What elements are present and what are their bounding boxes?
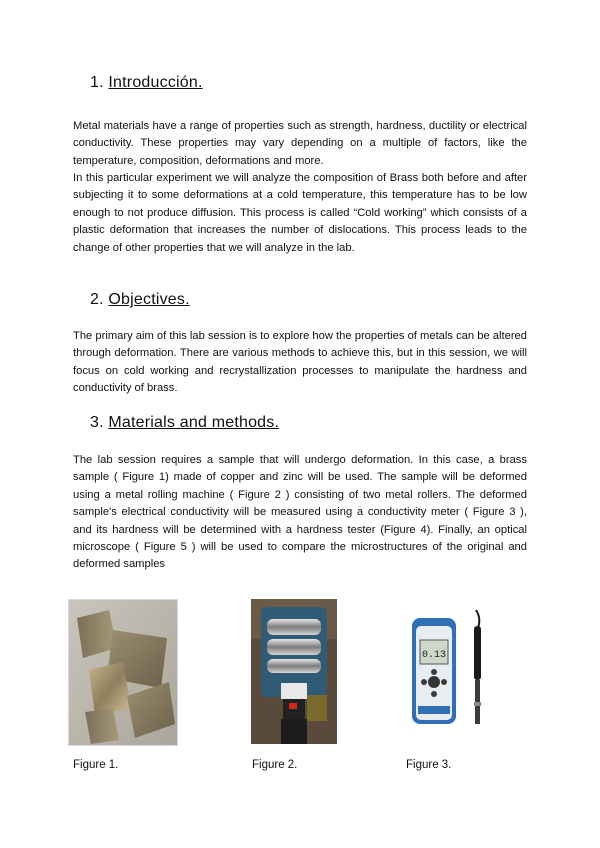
meter-display-reading: 0.13 (421, 650, 447, 661)
section-1-paragraph-2: In this particular experiment we will analyze the composition of Brass both before and after subjecting it to some deformations at a cold temperature, this temperature has to be low enough to not produce diffusion. This process is called “Cold working” which consists of a plastic deformation that increases the number of dislocations. This process leads to the change of other properties that we will analyze in the lab. (73, 172, 527, 254)
section-3-paragraph-1: The lab session requires a sample that will undergo deformation. In this case, a brass sample ( Figure 1) made of copper and zinc will be used. The sample will be deformed using a metal rolling machine ( Figure 2 ) consisting of two metal rollers. The deformed sample's electrical conductivity will be measured using a conductivity meter ( Figure 3 ), and its hardness will be determined with a hardness tester (Figure 4). Finally, an optical microscope ( Figure 5 ) will be used to compare the microstructures of the original and deformed samples (73, 454, 527, 571)
section-2-title: Objectives. (108, 291, 190, 308)
figure-3-image (408, 608, 488, 726)
section-1-number: 1. (90, 74, 104, 91)
section-1-paragraph-1: Metal materials have a range of properties such as strength, hardness, ductility or electrical conductivity. These properties may vary depending on a multiple of factors, like the temperature, composition, deformations and more. (73, 120, 527, 167)
figure-2-caption: Figure 2. (252, 759, 298, 771)
figure-1-image (68, 599, 178, 746)
section-2-heading (90, 291, 190, 309)
section-3-number: 3. (90, 414, 104, 431)
conductivity-meter-illustration (408, 608, 488, 726)
figure-3-caption: Figure 3. (406, 759, 452, 771)
brass-samples-illustration (69, 600, 177, 745)
figure-1-caption: Figure 1. (73, 759, 119, 771)
section-3-title: Materials and methods. (108, 414, 280, 431)
section-1-title: Introducción. (108, 74, 203, 91)
figure-2-image (251, 599, 337, 744)
section-3-heading (90, 414, 279, 432)
rolling-machine-illustration (251, 599, 337, 744)
section-2-number: 2. (90, 291, 104, 308)
section-1-heading (90, 74, 203, 92)
section-2-paragraph-1: The primary aim of this lab session is to explore how the properties of metals can be altered through deformation. There are various methods to achieve this, but in this session, we will focus on cold working and recrystallization processes to manipulate the hardness and conductivity of brass. (73, 330, 527, 395)
